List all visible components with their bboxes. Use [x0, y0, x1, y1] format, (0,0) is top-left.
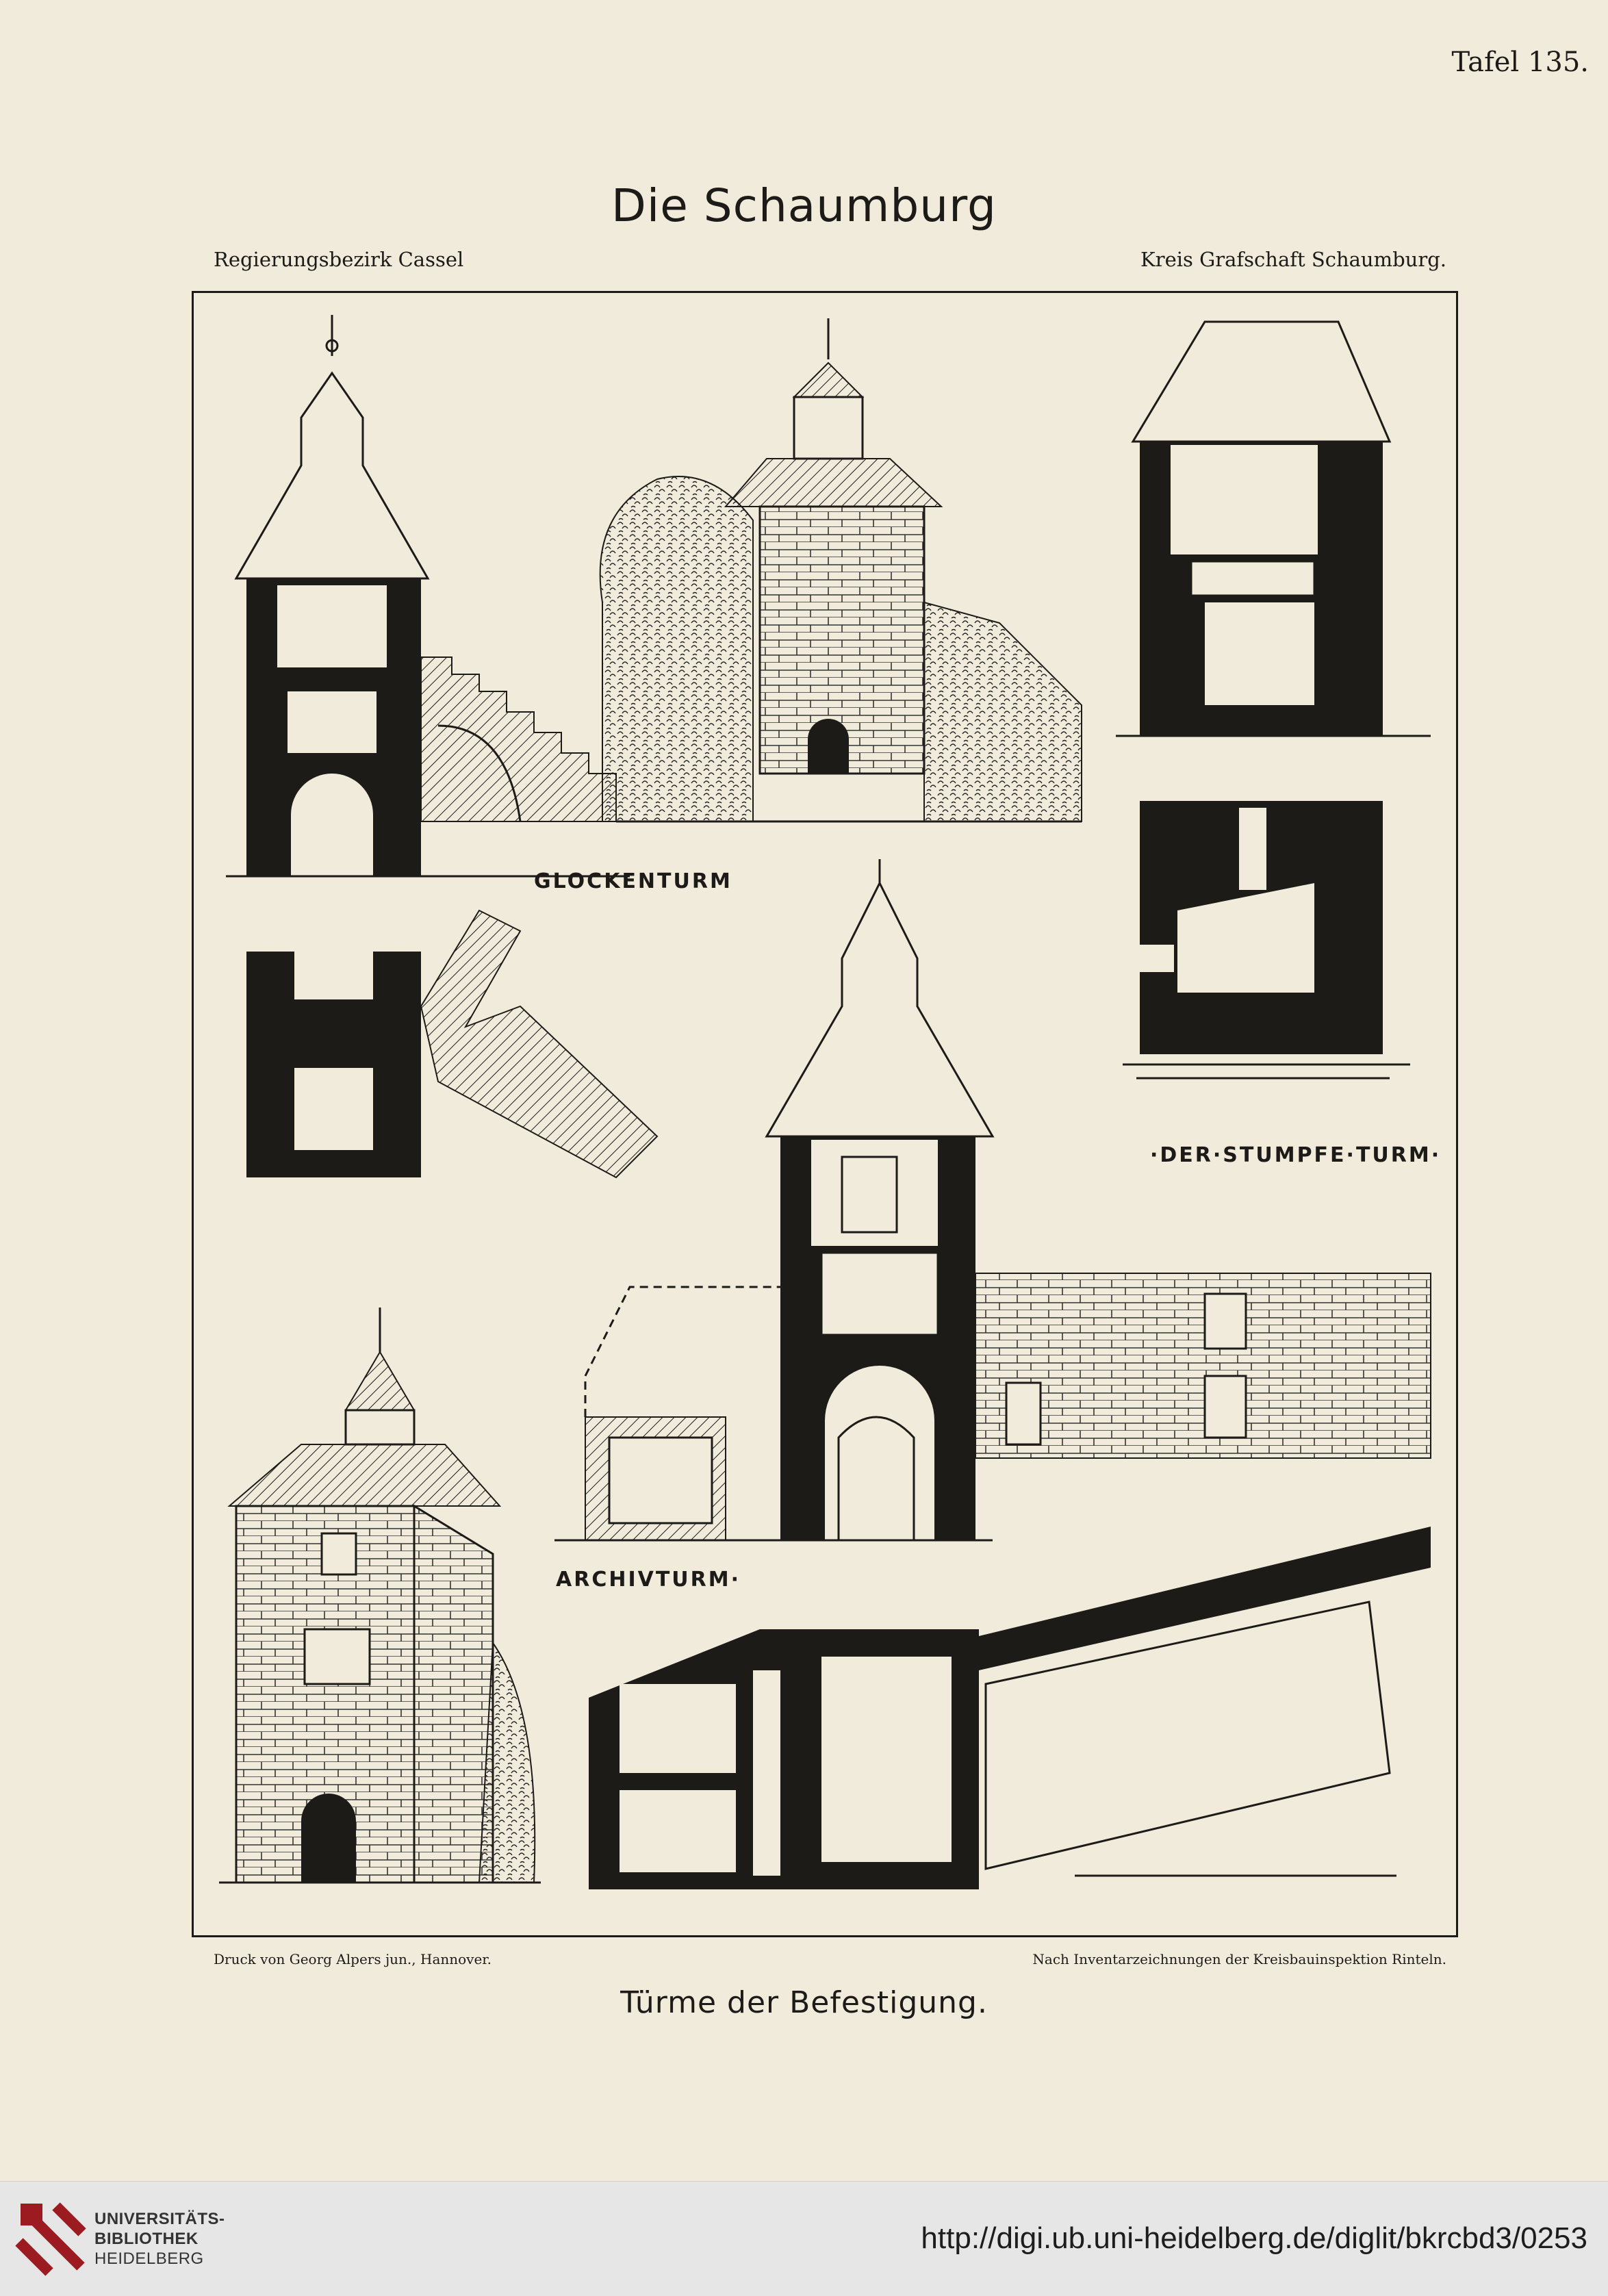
plate-number: Tafel 135. [1451, 47, 1589, 78]
glockenturm-plan-drawing [246, 910, 657, 1177]
library-name-line2: BIBLIOTHEK [94, 2230, 199, 2248]
label-stumpfe-turm: ·DER·STUMPFE·TURM· [1150, 1143, 1442, 1167]
region-left: Regierungsbezirk Cassel [214, 248, 464, 271]
library-name-line3: HEIDELBERG [94, 2249, 204, 2268]
ub-heidelberg-logo-icon[interactable] [15, 2201, 86, 2276]
permalink-url[interactable]: http://digi.ub.uni-heidelberg.de/diglit/bkrcbd3/0253 [921, 2221, 1587, 2255]
library-footer-bar [0, 2181, 1608, 2296]
library-name[interactable] [94, 2209, 225, 2269]
library-name-line1: UNIVERSITÄTS- [94, 2210, 225, 2228]
source-credit: Nach Inventarzeichnungen der Kreisbauinspektion Rinteln. [1032, 1951, 1446, 1967]
label-glockenturm: GLOCKENTURM [534, 869, 732, 893]
printer-credit: Druck von Georg Alpers jun., Hannover. [214, 1951, 492, 1967]
archivturm-perspective [219, 1308, 541, 1883]
page-title: Die Schaumburg [611, 179, 997, 232]
stumpfe-turm-section-drawing [1116, 322, 1431, 736]
label-archivturm: ARCHIVTURM· [556, 1568, 741, 1592]
stumpfe-turm-plan-drawing [1123, 801, 1410, 1078]
glockenturm-section-drawing [226, 315, 630, 876]
plate-subtitle: Türme der Befestigung. [620, 1985, 988, 2020]
stumpfe-turm-perspective [600, 318, 1082, 821]
region-right: Kreis Grafschaft Schaumburg. [1140, 248, 1446, 271]
